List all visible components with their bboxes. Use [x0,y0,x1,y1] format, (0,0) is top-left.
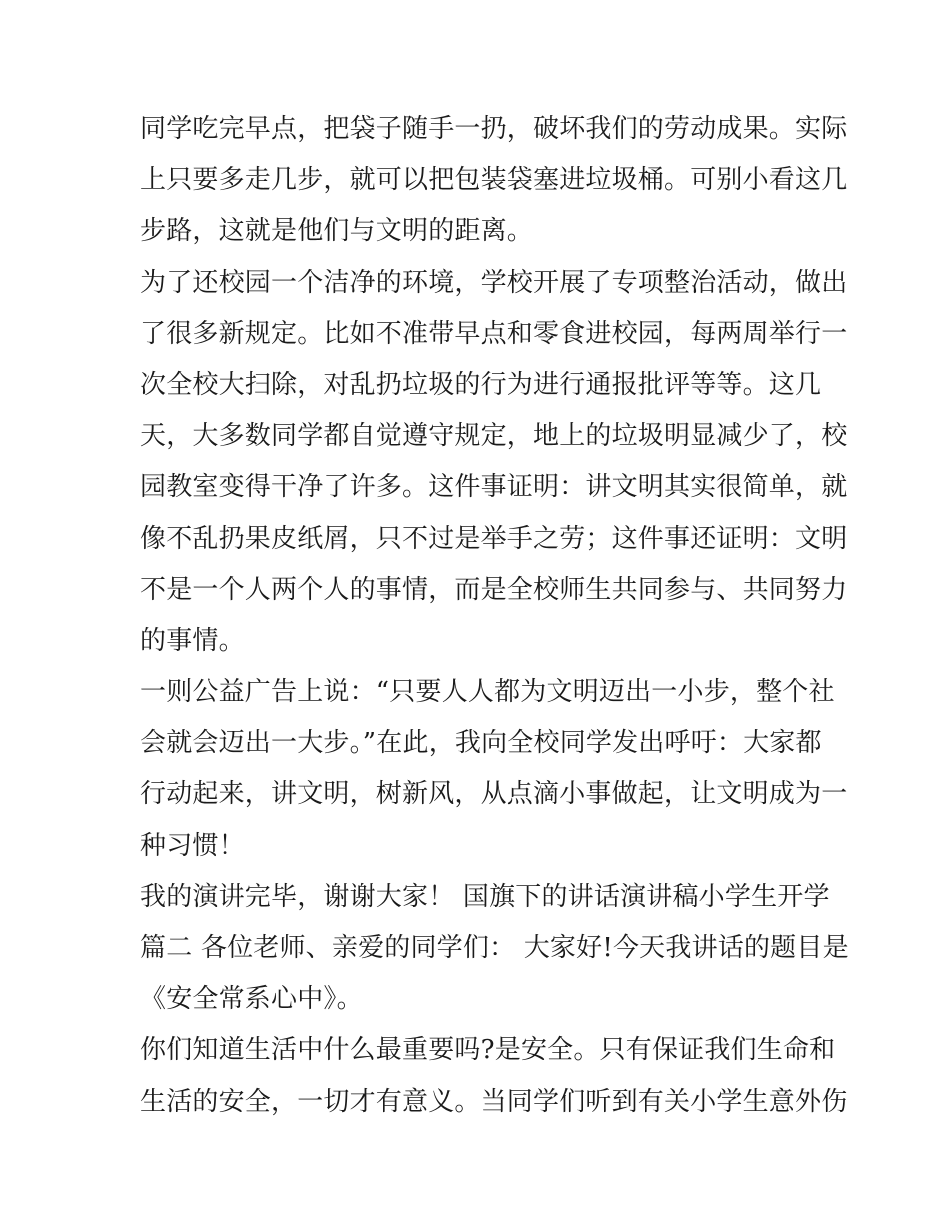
text-line: 的事情。 [140,625,245,656]
text-line: 我的演讲完毕，谢谢大家！ 国旗下的讲话演讲稿小学生开学 [140,881,830,912]
text-line: 生活的安全，一切才有意义。当同学们听到有关小学生意外伤 [140,1086,848,1117]
text-line: 步路，这就是他们与文明的距离。 [140,216,534,247]
text-line: 同学吃完早点，把袋子随手一扔，破坏我们的劳动成果。实际 [140,114,848,144]
text-line: 次全校大扫除，对乱扔垃圾的行为进行通报批评等等。这几 [140,369,822,400]
text-line: 为了还校园一个洁净的环境，学校开展了专项整治活动，做出 [140,267,848,298]
text-line: 会就会迈出一大步。”在此，我向全校同学发出呼吁：大家都 [140,728,822,759]
text-line: 一则公益广告上说：“只要人人都为文明迈出一小步，整个社 [140,677,835,708]
text-line: 像不乱扔果皮纸屑，只不过是举手之劳；这件事还证明：文明 [140,523,848,554]
text-line: 种习惯！ [140,830,245,861]
text-line: 不是一个人两个人的事情，而是全校师生共同参与、共同努力 [140,574,848,605]
text-line: 天，大多数同学都自觉遵守规定，地上的垃圾明显减少了，校 [140,421,848,452]
text-line: 篇二 各位老师、亲爱的同学们： 大家好!今天我讲话的题目是 [140,933,849,963]
text-line: 园教室变得干净了许多。这件事证明：讲文明其实很简单，就 [140,472,848,503]
text-line: 《安全常系心中》。 [140,984,363,1015]
text-line: 你们知道生活中什么最重要吗?是安全。只有保证我们生命和 [140,1035,836,1066]
text-line: 了很多新规定。比如不准带早点和零食进校园，每两周举行一 [140,318,848,349]
document-body [140,104,849,1128]
text-line: 上只要多走几步，就可以把包装袋塞进垃圾桶。可别小看这几 [140,165,848,196]
text-line: 行动起来，讲文明，树新风，从点滴小事做起，让文明成为一 [140,779,848,810]
